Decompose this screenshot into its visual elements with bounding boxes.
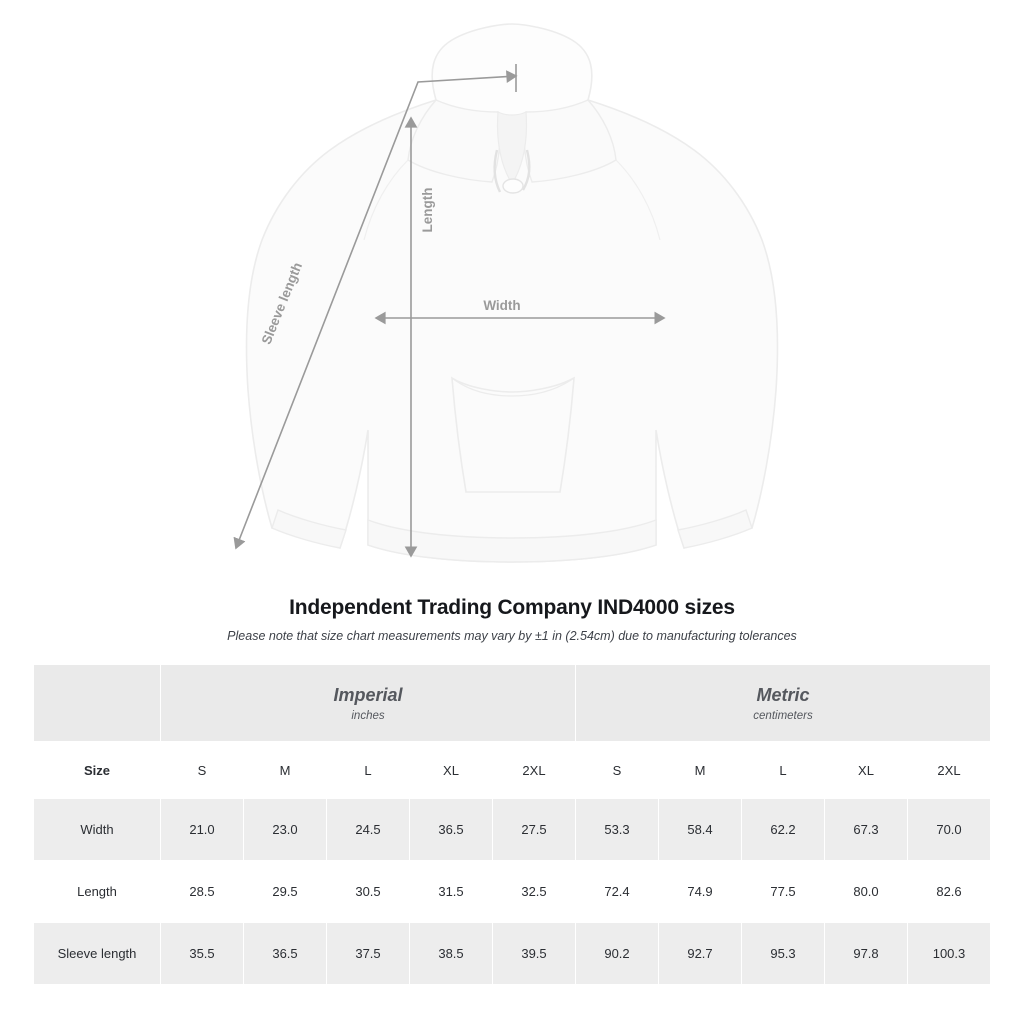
cell-length-metric-m: 74.9 — [659, 861, 742, 923]
cell-width-metric-m: 58.4 — [659, 799, 742, 861]
label-sleeve-length: Sleeve length — [258, 260, 306, 347]
size-header-imperial-xl: XL — [410, 742, 493, 799]
page-title: Independent Trading Company IND4000 sizes — [289, 596, 735, 619]
cell-sleeve-imperial-xl: 38.5 — [410, 923, 493, 985]
heading-block — [0, 596, 1024, 643]
size-header-imperial-s: S — [161, 742, 244, 799]
cell-sleeve-metric-xl: 97.8 — [825, 923, 908, 985]
cell-width-metric-l: 62.2 — [742, 799, 825, 861]
cell-width-metric-xl: 67.3 — [825, 799, 908, 861]
row-label-sleeve-length: Sleeve length — [34, 923, 161, 985]
tolerance-note: Please note that size chart measurements may vary by ±1 in (2.54cm) due to manufacturing tolerances — [227, 629, 797, 643]
table-row — [34, 861, 991, 923]
cell-sleeve-metric-s: 90.2 — [576, 923, 659, 985]
cell-length-imperial-2xl: 32.5 — [493, 861, 576, 923]
group-title-imperial: Imperial — [333, 685, 403, 706]
table-row — [34, 923, 991, 985]
cell-sleeve-imperial-s: 35.5 — [161, 923, 244, 985]
cell-length-metric-xl: 80.0 — [825, 861, 908, 923]
cell-width-imperial-l: 24.5 — [327, 799, 410, 861]
size-header-imperial-2xl: 2XL — [493, 742, 576, 799]
table-group-header-row — [34, 665, 991, 742]
group-header-imperial — [161, 665, 576, 742]
cell-width-metric-s: 53.3 — [576, 799, 659, 861]
size-header-metric-s: S — [576, 742, 659, 799]
size-header-metric-m: M — [659, 742, 742, 799]
cell-width-imperial-m: 23.0 — [244, 799, 327, 861]
table-row — [34, 799, 991, 861]
row-label-length: Length — [34, 861, 161, 923]
group-title-metric: Metric — [756, 685, 810, 706]
cell-length-metric-s: 72.4 — [576, 861, 659, 923]
cell-length-metric-l: 77.5 — [742, 861, 825, 923]
hoodie-garment — [247, 24, 778, 562]
label-length: Length — [420, 187, 435, 233]
cell-sleeve-imperial-l: 37.5 — [327, 923, 410, 985]
size-chart-table — [33, 664, 991, 985]
size-chart-table-wrap — [33, 664, 991, 985]
size-header-imperial-l: L — [327, 742, 410, 799]
cell-width-imperial-s: 21.0 — [161, 799, 244, 861]
cell-length-imperial-m: 29.5 — [244, 861, 327, 923]
cell-width-imperial-xl: 36.5 — [410, 799, 493, 861]
cell-sleeve-metric-2xl: 100.3 — [908, 923, 991, 985]
size-header-cell: Size — [34, 742, 161, 799]
cell-length-imperial-s: 28.5 — [161, 861, 244, 923]
cell-sleeve-imperial-m: 36.5 — [244, 923, 327, 985]
group-unit-metric: centimeters — [753, 709, 813, 722]
cell-length-imperial-xl: 31.5 — [410, 861, 493, 923]
cell-sleeve-metric-m: 92.7 — [659, 923, 742, 985]
size-header-metric-xl: XL — [825, 742, 908, 799]
cell-length-imperial-l: 30.5 — [327, 861, 410, 923]
size-header-imperial-m: M — [244, 742, 327, 799]
group-unit-imperial: inches — [351, 709, 385, 722]
table-size-header-row — [34, 742, 991, 799]
size-header-metric-2xl: 2XL — [908, 742, 991, 799]
group-header-metric — [576, 665, 991, 742]
cell-sleeve-imperial-2xl: 39.5 — [493, 923, 576, 985]
cell-width-metric-2xl: 70.0 — [908, 799, 991, 861]
cell-sleeve-metric-l: 95.3 — [742, 923, 825, 985]
size-header-metric-l: L — [742, 742, 825, 799]
label-width: Width — [483, 298, 521, 313]
cell-width-imperial-2xl: 27.5 — [493, 799, 576, 861]
cell-length-metric-2xl: 82.6 — [908, 861, 991, 923]
row-label-width: Width — [34, 799, 161, 861]
group-header-blank — [34, 665, 161, 742]
